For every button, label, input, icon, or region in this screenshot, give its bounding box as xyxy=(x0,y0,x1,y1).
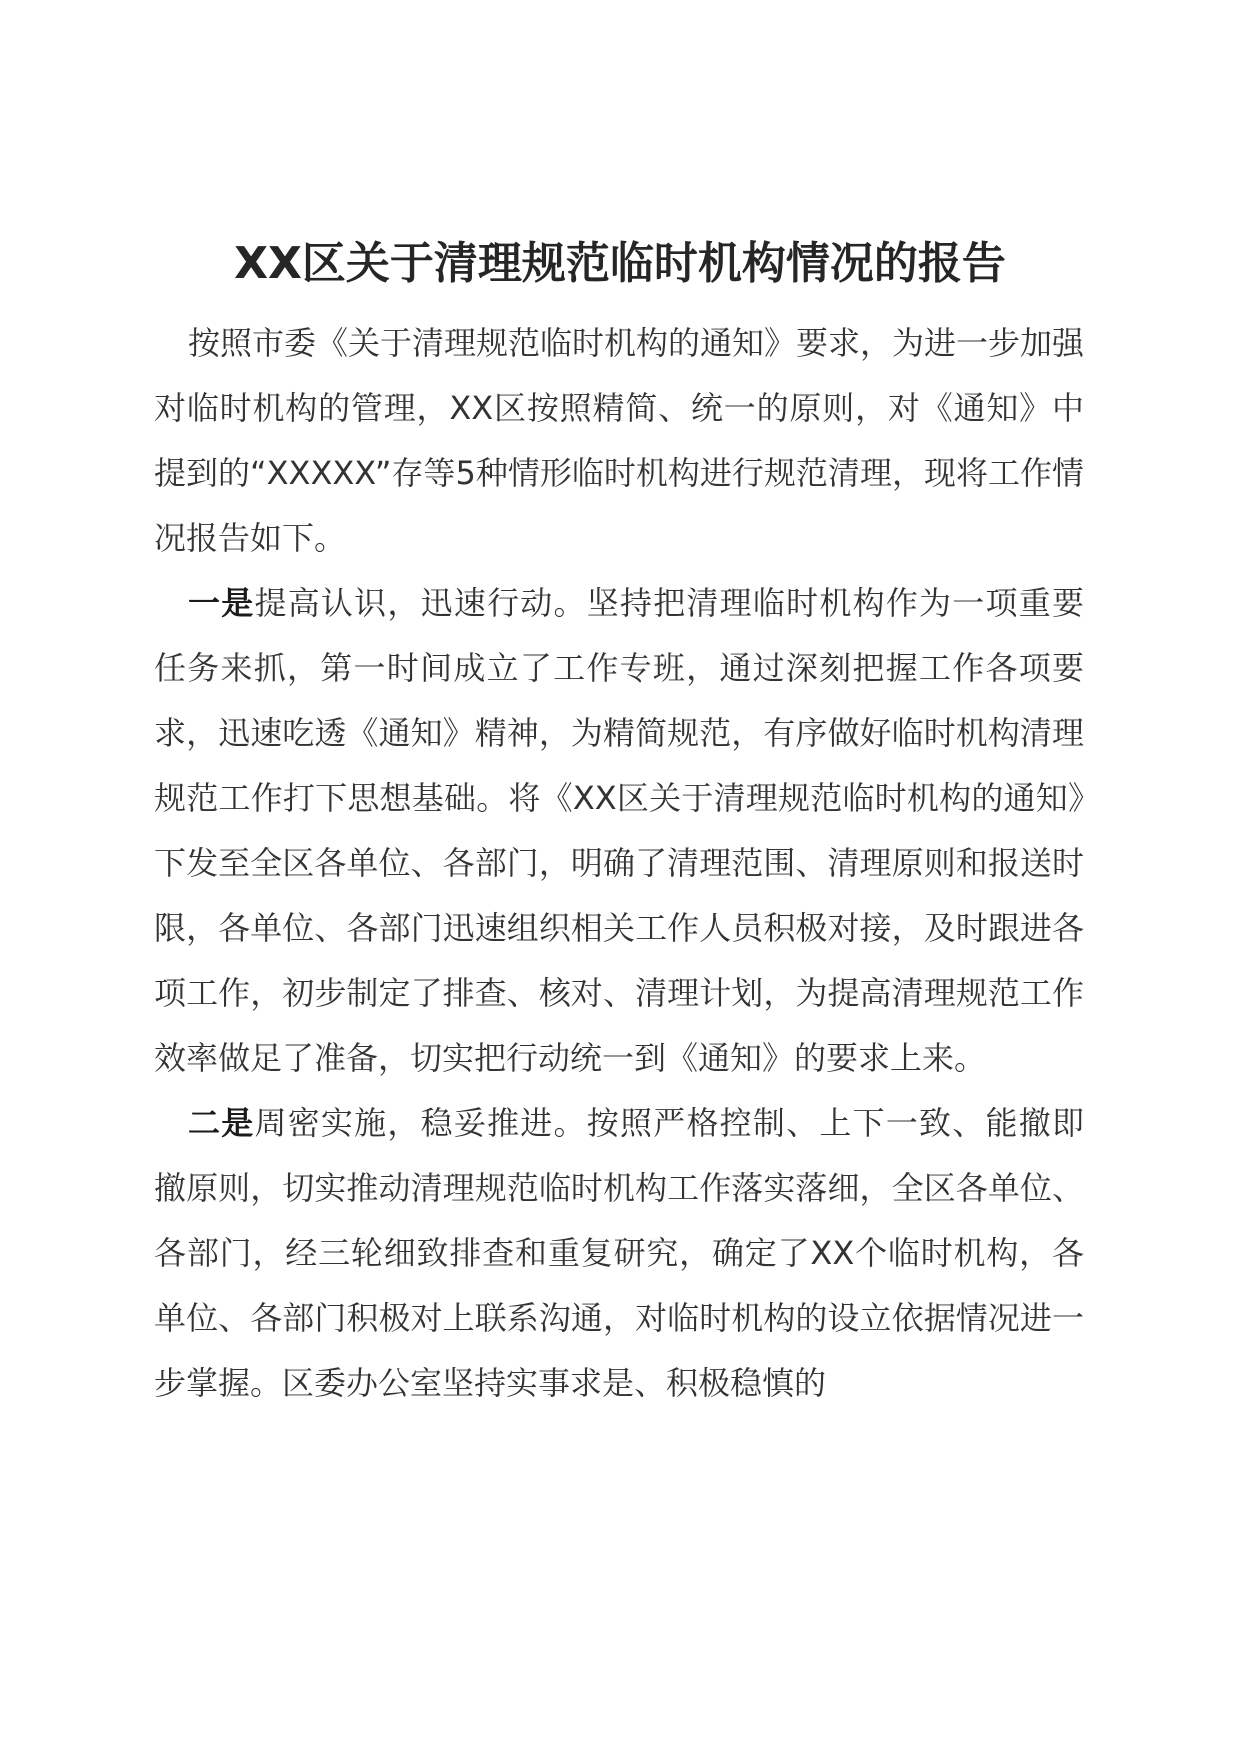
paragraph-text: 提高认识，迅速行动。坚持把清理临时机构作为一项重要任务来抓，第一时间成立了工作专班，通过深刻把握工作各项要求，迅速吃透《通知》精神，为精简规范，有序做好临时机构清理规范工作打下思想基础。将《XX区关于清理规范临时机构的通知》下发至全区各单位、各部门，明确了清理范围、清理原则和报送时限，各单位、各部门迅速组织相关工作人员积极对接，及时跟进各项工作，初步制定了排查、核对、清理计划，为提高清理规范工作效率做足了准备，切实把行动统一到《通知》的要求上来。 xyxy=(154,584,1084,1077)
paragraph-text: 按照市委《关于清理规范临时机构的通知》要求，为进一步加强对临时机构的管理，XX区按照精简、统一的原则，对《通知》中提到的“XXXXX”存等5种情形临时机构进行规范清理，现将工作情况报告如下。 xyxy=(154,324,1085,557)
paragraph-intro xyxy=(154,311,1084,571)
document-body xyxy=(154,311,1084,1416)
paragraph-point-two xyxy=(154,1091,1084,1416)
paragraph-lead: 二是 xyxy=(188,1104,255,1142)
paragraph-point-one xyxy=(154,571,1084,1091)
paragraph-lead: 一是 xyxy=(188,584,255,622)
paragraph-text: 周密实施，稳妥推进。按照严格控制、上下一致、能撤即撤原则，切实推动清理规范临时机构工作落实落细，全区各单位、各部门，经三轮细致排查和重复研究，确定了XX个临时机构，各单位、各部门积极对上联系沟通，对临时机构的设立依据情况进一步掌握。区委办公室坚持实事求是、积极稳慎的 xyxy=(154,1104,1084,1402)
document-title: XX区关于清理规范临时机构情况的报告 xyxy=(234,238,1006,289)
